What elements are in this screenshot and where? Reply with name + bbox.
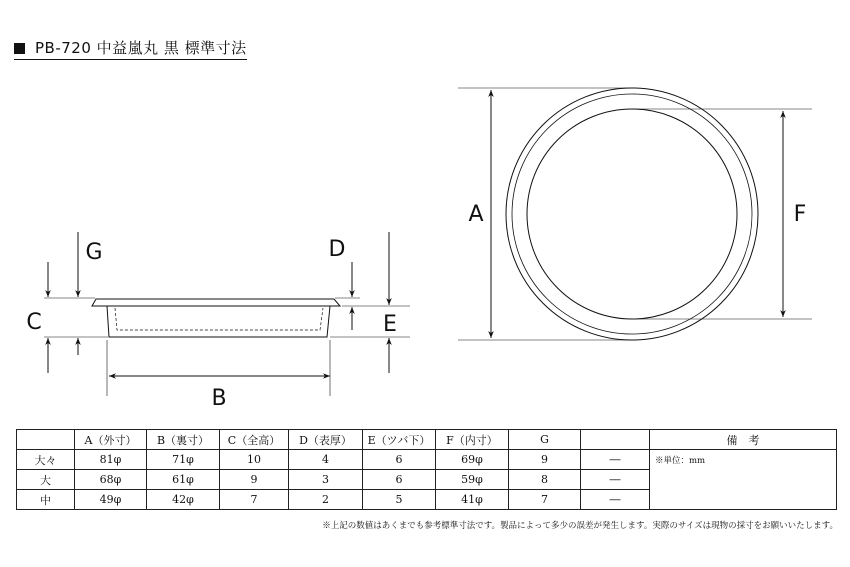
table-header: E（ツバ下） <box>363 430 436 450</box>
cell-d: 3 <box>289 470 363 490</box>
cell-a: 81φ <box>75 450 147 470</box>
dish-flange <box>92 299 340 306</box>
dimension-label-f: F <box>793 202 807 227</box>
dimension-table <box>16 429 837 510</box>
inner-circle <box>527 109 737 319</box>
size-cell: 大々 <box>17 450 75 470</box>
cell-g: 7 <box>509 490 581 510</box>
table-header: D（表厚） <box>289 430 363 450</box>
cell-a: 68φ <box>75 470 147 490</box>
cell-b: 61φ <box>147 470 220 490</box>
cell-c: 9 <box>220 470 289 490</box>
table-header-row <box>17 430 837 450</box>
dimension-label-e: E <box>383 312 397 337</box>
dish-inner-hidden-line <box>115 308 323 330</box>
dimension-label-a: A <box>468 202 484 227</box>
dimension-label-g: G <box>85 240 103 265</box>
cell-e: 6 <box>363 450 436 470</box>
cell-a: 49φ <box>75 490 147 510</box>
dimension-label-c: C <box>26 310 42 335</box>
table-header: G <box>509 430 581 450</box>
table-row <box>17 450 837 470</box>
cell-b: 71φ <box>147 450 220 470</box>
dish-body <box>107 306 330 337</box>
dimension-label-d: D <box>328 237 346 262</box>
dimension-label-b: B <box>211 386 227 411</box>
table-header <box>581 430 650 450</box>
title-text: PB-720 中益嵐丸 黒 標準寸法 <box>35 39 247 57</box>
table-header <box>17 430 75 450</box>
cell-e: 5 <box>363 490 436 510</box>
cell-b: 42φ <box>147 490 220 510</box>
outer-rim-circle <box>506 88 758 340</box>
cell-e: 6 <box>363 470 436 490</box>
remark-cell: ※単位：mm <box>650 450 837 510</box>
table-header: C（全高） <box>220 430 289 450</box>
cell-c: 10 <box>220 450 289 470</box>
size-cell: 大 <box>17 470 75 490</box>
cell-d: 4 <box>289 450 363 470</box>
top-view <box>458 88 812 340</box>
table-header: F（内寸） <box>436 430 509 450</box>
cell-c: 7 <box>220 490 289 510</box>
cell-f: 59φ <box>436 470 509 490</box>
cell-extra: ― <box>581 490 650 510</box>
cell-f: 69φ <box>436 450 509 470</box>
footnote: ※上記の数値はあくまでも参考標準寸法です。製品によって多少の誤差が発生します。実際のサイズは現物の採寸をお願いいたします。 <box>322 521 838 531</box>
rim-edge-circle <box>512 94 752 334</box>
cell-extra: ― <box>581 470 650 490</box>
size-cell: 中 <box>17 490 75 510</box>
cell-g: 9 <box>509 450 581 470</box>
cell-g: 8 <box>509 470 581 490</box>
table-header: A（外寸） <box>75 430 147 450</box>
cell-f: 41φ <box>436 490 509 510</box>
cell-d: 2 <box>289 490 363 510</box>
table-header: B（裏寸） <box>147 430 220 450</box>
cell-extra: ― <box>581 450 650 470</box>
table-header: 備 考 <box>650 430 837 450</box>
